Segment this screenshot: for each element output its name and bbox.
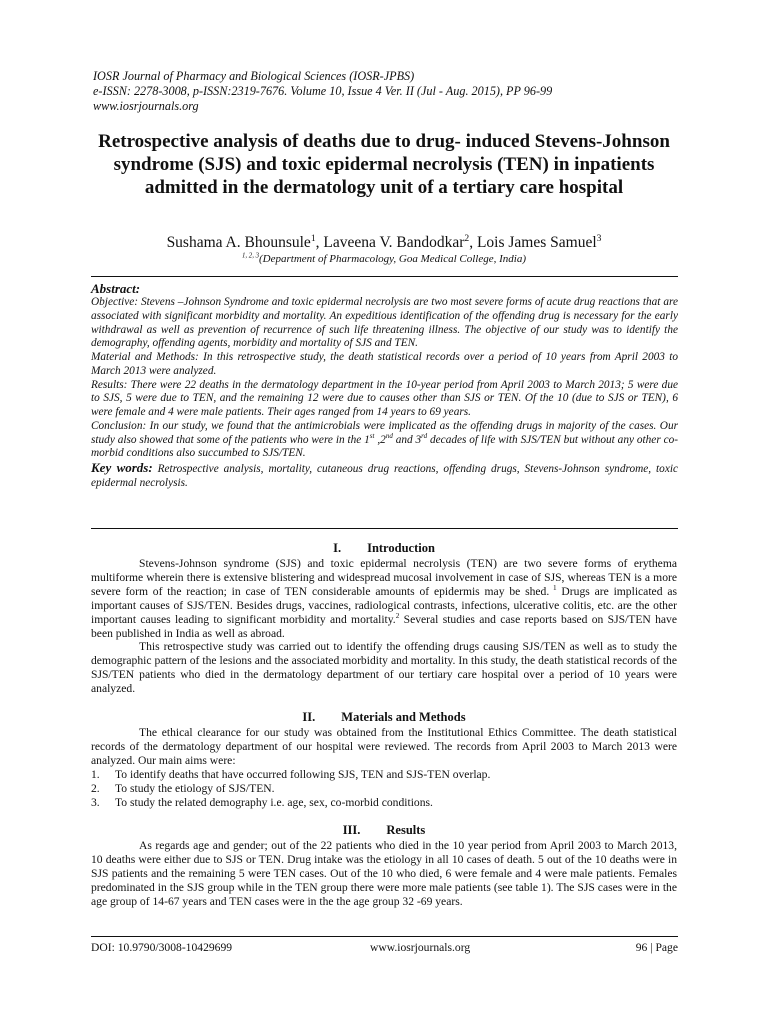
- author-list: [80, 234, 688, 252]
- citation-sup: 2: [395, 611, 400, 620]
- abstract-methods: Material and Methods: In this retrospective study, the death statistical records over a period of 10 years from April 2003 to March 2013 were analyzed.: [91, 351, 678, 377]
- paragraph-text: Drugs are implicated as important causes of SJS/TEN. Besides drugs, vaccines, radiological contrasts, infections, ulcerative colitis, etc. are the other important causes leading to significant morbidity and mortality.: [91, 584, 677, 626]
- author-separator: ,: [469, 234, 477, 251]
- journal-header: [93, 69, 693, 114]
- ordinal-sup: nd: [385, 431, 393, 440]
- introduction-body: [91, 557, 677, 696]
- section-number: I.: [333, 541, 342, 555]
- list-marker: 1.: [91, 767, 100, 781]
- section-heading-methods: [80, 710, 688, 725]
- list-item: [91, 782, 677, 796]
- ordinal-sup: st: [369, 431, 375, 440]
- methods-paragraph: The ethical clearance for our study was obtained from the Institutional Ethics Committee. The death statistical records of the dermatology department of our hospital were reviewed. The records from April 2003 to March 2013 were analyzed. Our main aims were:: [91, 726, 677, 767]
- conclusion-text: and 3: [392, 433, 422, 446]
- conclusion-text: ,2: [374, 433, 386, 446]
- list-item-text: To identify deaths that have occurred following SJS, TEN and SJS-TEN overlap.: [115, 767, 491, 781]
- journal-website: www.iosrjournals.org: [93, 99, 199, 113]
- list-item: [91, 768, 677, 782]
- author-affiliation-sup: 3: [596, 232, 602, 244]
- list-item-text: To study the etiology of SJS/TEN.: [115, 781, 275, 795]
- results-body: [91, 839, 677, 909]
- author-name: Lois James Samuel: [476, 234, 597, 251]
- section-title: Results: [386, 823, 426, 837]
- journal-issn: e-ISSN: 2278-3008, p-ISSN:2319-7676. Volume 10, Issue 4 Ver. II (Jul - Aug. 2015), PP 96-99: [93, 84, 553, 98]
- abstract-box: [91, 276, 678, 529]
- methods-body: [91, 726, 677, 809]
- section-title: Introduction: [367, 541, 435, 555]
- author-affiliation-sup: 1: [310, 232, 316, 244]
- section-title: Materials and Methods: [341, 710, 466, 724]
- keywords-text: Retrospective analysis, mortality, cutaneous drug reactions, offending drugs, Stevens-Johnson syndrome, toxic epidermal necrolysis.: [91, 463, 678, 489]
- list-item-text: To study the related demography i.e. age, sex, co-morbid conditions.: [115, 795, 433, 809]
- citation-sup: 1: [549, 583, 557, 592]
- section-heading-introduction: [80, 541, 688, 556]
- conclusion-text: decades of life with SJS/TEN but without any other co-morbid conditions also succumbed to SJS/TEN.: [91, 433, 679, 460]
- abstract-results: Results: There were 22 deaths in the dermatology department in the 10-year period from April 2003 to March 2013; 5 were due to SJS, 5 were due to TEN, and the remaining 12 were due to causes other than SJS or TEN. Of the 10 (due to SJS or TEN), 6 were female and 4 were male patients. Their ages ranged from 14 years to 69 years.: [91, 378, 678, 418]
- paper-title: Retrospective analysis of deaths due to drug- induced Stevens-Johnson syndrome (SJS) and toxic epidermal necrolysis (TEN) in inpatients admitted in the dermatology unit of a tertiary care hospital: [98, 131, 670, 198]
- affiliation-sup: 1, 2, 3: [241, 252, 259, 260]
- footer-website: www.iosrjournals.org: [370, 941, 471, 954]
- affiliation: [80, 253, 688, 266]
- aims-list: [91, 768, 677, 810]
- footer-doi: DOI: 10.9790/3008-10429699: [91, 941, 233, 954]
- introduction-paragraph: [91, 557, 677, 640]
- author-separator: ,: [315, 234, 324, 251]
- abstract-body: [91, 296, 678, 491]
- paragraph-text: Several studies and case reports based on SJS/TEN have been published in India as well as abroad.: [91, 612, 678, 640]
- affiliation-text: (Department of Pharmacology, Goa Medical College, India): [259, 253, 527, 265]
- journal-name: IOSR Journal of Pharmacy and Biological Sciences (IOSR-JPBS): [93, 69, 415, 83]
- list-marker: 3.: [91, 795, 100, 809]
- abstract-conclusion: [91, 420, 678, 461]
- section-number: II.: [302, 710, 316, 724]
- abstract-objective: Objective: Stevens –Johnson Syndrome and toxic epidermal necrolysis are two most severe forms of acute drug reactions that are associated with significant morbidity and mortality. An expeditious identification of the offending drug is necessary for the early withdrawal as well as prevention of recurrence of such life threatening illness. The objective of our study was to identify the demography, offending agents, morbidity and mortality of SJS and TEN.: [91, 296, 678, 350]
- footer-page-number: 96 | Page: [635, 941, 678, 954]
- list-marker: 2.: [91, 781, 100, 795]
- author-name: Sushama A. Bhounsule: [166, 234, 311, 251]
- ordinal-sup: rd: [421, 431, 428, 440]
- section-heading-results: [80, 823, 688, 838]
- paragraph-text: Stevens-Johnson syndrome (SJS) and toxic epidermal necrolysis (TEN) are two severe forms of erythema multiforme wherein there is extensive blistering and widespread mucosal involvement in case of SJS, whereas TEN is a more severe form of the reaction; in case of TEN considerable amounts of epidermis may be shed.: [91, 557, 677, 598]
- abstract-heading: Abstract:: [91, 281, 141, 296]
- author-name: Laveena V. Bandodkar: [323, 234, 465, 251]
- author-affiliation-sup: 2: [464, 232, 470, 244]
- introduction-paragraph: This retrospective study was carried out to identify the offending drugs causing SJS/TEN as well as to study the demographic pattern of the lesions and the associated morbidity and mortality. In this study, the death statistical records of the SJS/TEN patients who died in the dermatology department of our tertiary care hospital over a period of 10 years were analyzed.: [91, 640, 677, 696]
- keywords-label: Key words:: [91, 460, 153, 475]
- results-paragraph: As regards age and gender; out of the 22 patients who died in the 10 year period from April 2003 to March 2013, 10 deaths were either due to SJS or TEN. Drug intake was the etiology in all 10 cases of death. 5 out of the 10 deaths were in SJS patients and the remaining 5 were TEN cases. Out of the 10 who died, 6 were female and 4 were male patients. Females predominated in the SJS group while in the TEN group there were more male patients (see table 1). The SJS cases were in the age group of 14-67 years and TEN cases were in the the age group 32 -69 years.: [91, 839, 677, 908]
- section-number: III.: [342, 823, 361, 837]
- conclusion-text: Conclusion: In our study, we found that the antimicrobials were implicated as the offending drugs in majority of the cases. Our study also showed that some of the patients who were in the 1: [91, 419, 678, 446]
- footer-divider: [91, 936, 678, 937]
- abstract-keywords: [91, 461, 678, 491]
- list-item: [91, 796, 677, 810]
